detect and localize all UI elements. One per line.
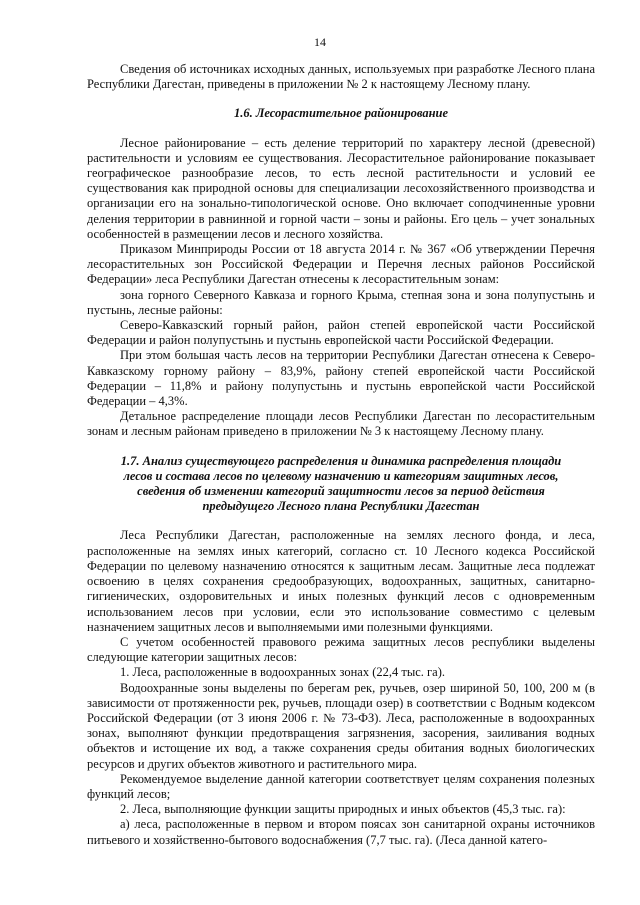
- paragraph: Водоохранные зоны выделены по берегам рек, ручьев, озер шириной 50, 100, 200 м (в зависимости от протяженности рек, ручьев, площади озер) в соответствии с Водным кодексом Российской Федерации (от 3 июня 2006 г. № 73-ФЗ). Леса, расположенные в водоохранных зонах, выполняют функции предотвращения загрязнения, засорения, заиливания водных объектов и истощение их вод, а также сохранения среды обитания водных биологических ресурсов и других объектов животного и растительного мира.: [87, 680, 595, 771]
- heading-line: предыдущего Лесного плана Республики Дагестан: [202, 499, 480, 514]
- paragraph: Леса Республики Дагестан, расположенные на землях лесного фонда, и леса, расположенные на землях иных категорий, согласно ст. 10 Лесного кодекса Российской Федерации по целевому назначению относятся к защитным лесам. Защитные леса подлежат освоению в целях сохранения средообразующих, водоохранных, защитных, санитарно-гигиенических, оздоровительных и иных полезных функций лесов с одновременным использованием лесов при условии, если это использование совместимо с целевым назначением защитных лесов и выполняемыми ими полезными функциями.: [87, 528, 595, 634]
- section-1-7-heading: [87, 454, 595, 515]
- section-1-6-heading: 1.6. Лесорастительное районирование: [233, 106, 449, 121]
- list-item: 2. Леса, выполняющие функции защиты природных и иных объектов (45,3 тыс. га):: [120, 802, 566, 817]
- paragraph: Приказом Минприроды России от 18 августа 2014 г. № 367 «Об утверждении Перечня лесорастительных зон Российской Федерации и Перечня лесных районов Российской Федерации» леса Республики Дагестан отнесены к лесорастительным зонам:: [87, 242, 595, 287]
- paragraph: зона горного Северного Кавказа и горного Крыма, степная зона и зона полупустынь и пустынь, лесные районы:: [87, 287, 595, 317]
- paragraph: Рекомендуемое выделение данной категории соответствует целям сохранения полезных функций лесов;: [87, 771, 595, 801]
- intro-paragraph: Сведения об источниках исходных данных, используемых при разработке Лесного плана Республики Дагестан, приведены в приложении № 2 к настоящему Лесному плану.: [87, 62, 595, 92]
- page-number: 14: [314, 35, 326, 49]
- heading-line: сведения об изменении категорий защитности лесов за период действия: [137, 484, 545, 499]
- list-item: 1. Леса, расположенные в водоохранных зонах (22,4 тыс. га).: [120, 665, 446, 680]
- page-content: [87, 62, 595, 848]
- heading-line: 1.7. Анализ существующего распределения и динамика распределения площади: [120, 453, 562, 468]
- paragraph: Лесное районирование – есть деление территорий по характеру лесной (древесной) растительности и условиям ее существования. Лесорастительное районирование показывает географическое разнообразие лесов, то есть лесной растительности и условий ее существования как природной основы для специализации лесохозяйственного производства и организации его на зонально-типологической основе. Оно включает соподчиненные уровни деления территории в равнинной и горной части – зоны и районы. Его цель – учет зональных особенностей в размещении лесов и лесного хозяйства.: [87, 135, 595, 241]
- paragraph: При этом большая часть лесов на территории Республики Дагестан отнесена к Северо-Кавказскому горному району – 83,9%, району степей европейской части Российской Федерации – 11,8% и району полупустынь и пустынь европейской части Российской Федерации – 4,3%.: [87, 348, 595, 409]
- paragraph: Детальное распределение площади лесов Республики Дагестан по лесорастительным зонам и лесным районам приведено в приложении № 3 к настоящему Лесному плану.: [87, 409, 595, 439]
- paragraph: С учетом особенностей правового режима защитных лесов республики выделены следующие категории защитных лесов:: [87, 634, 595, 665]
- heading-line: лесов и состава лесов по целевому назначению и категориям защитных лесов,: [123, 468, 559, 483]
- list-item: а) леса, расположенные в первом и втором поясах зон санитарной охраны источников питьевого и хозяйственно-бытового водоснабжения (7,7 тыс. га). (Леса данной катего-: [87, 817, 595, 847]
- paragraph: Северо-Кавказский горный район, район степей европейской части Российской Федерации и район полупустынь и пустынь европейской части Российской Федерации.: [87, 318, 595, 348]
